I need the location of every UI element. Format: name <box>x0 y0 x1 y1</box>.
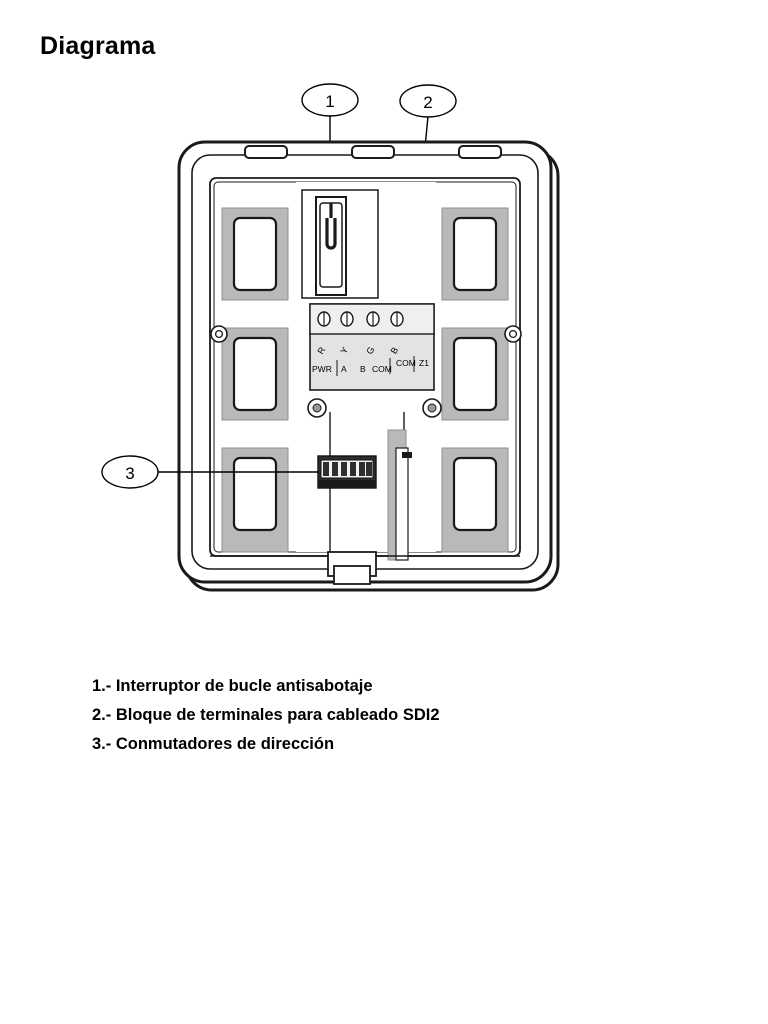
terminal-color-b: B <box>388 345 401 356</box>
terminal-label-com2: COM <box>396 358 416 368</box>
terminal-label-a: A <box>341 364 347 374</box>
terminal-label-b: B <box>360 364 366 374</box>
diagram-figure <box>0 60 768 620</box>
page-title: Diagrama <box>40 32 156 60</box>
device-diagram-svg <box>0 60 768 620</box>
callout-1-label: 1 <box>325 92 335 111</box>
sdi2-terminal-block <box>310 304 434 390</box>
legend-item-1: 1.- Interruptor de bucle antisabotaje <box>92 677 373 695</box>
legend-item-2: 2.- Bloque de terminales para cableado SDI2 <box>92 706 440 724</box>
terminal-color-r: R <box>315 345 328 356</box>
legend-item-3: 3.- Conmutadores de dirección <box>92 735 335 753</box>
tamper-switch <box>302 190 378 298</box>
terminal-color-y: Y <box>338 345 351 356</box>
callout-3-label: 3 <box>125 464 135 483</box>
terminal-label-z1: Z1 <box>419 358 429 368</box>
terminal-label-pwr: PWR <box>312 364 332 374</box>
mounting-pads-left <box>222 208 288 552</box>
terminal-label-com1: COM <box>372 364 392 374</box>
mounting-pads-right <box>442 208 508 552</box>
terminal-color-g: G <box>364 344 377 357</box>
callout-2-label: 2 <box>423 93 433 112</box>
legend-list <box>92 672 692 759</box>
address-dip-switches <box>318 456 376 488</box>
